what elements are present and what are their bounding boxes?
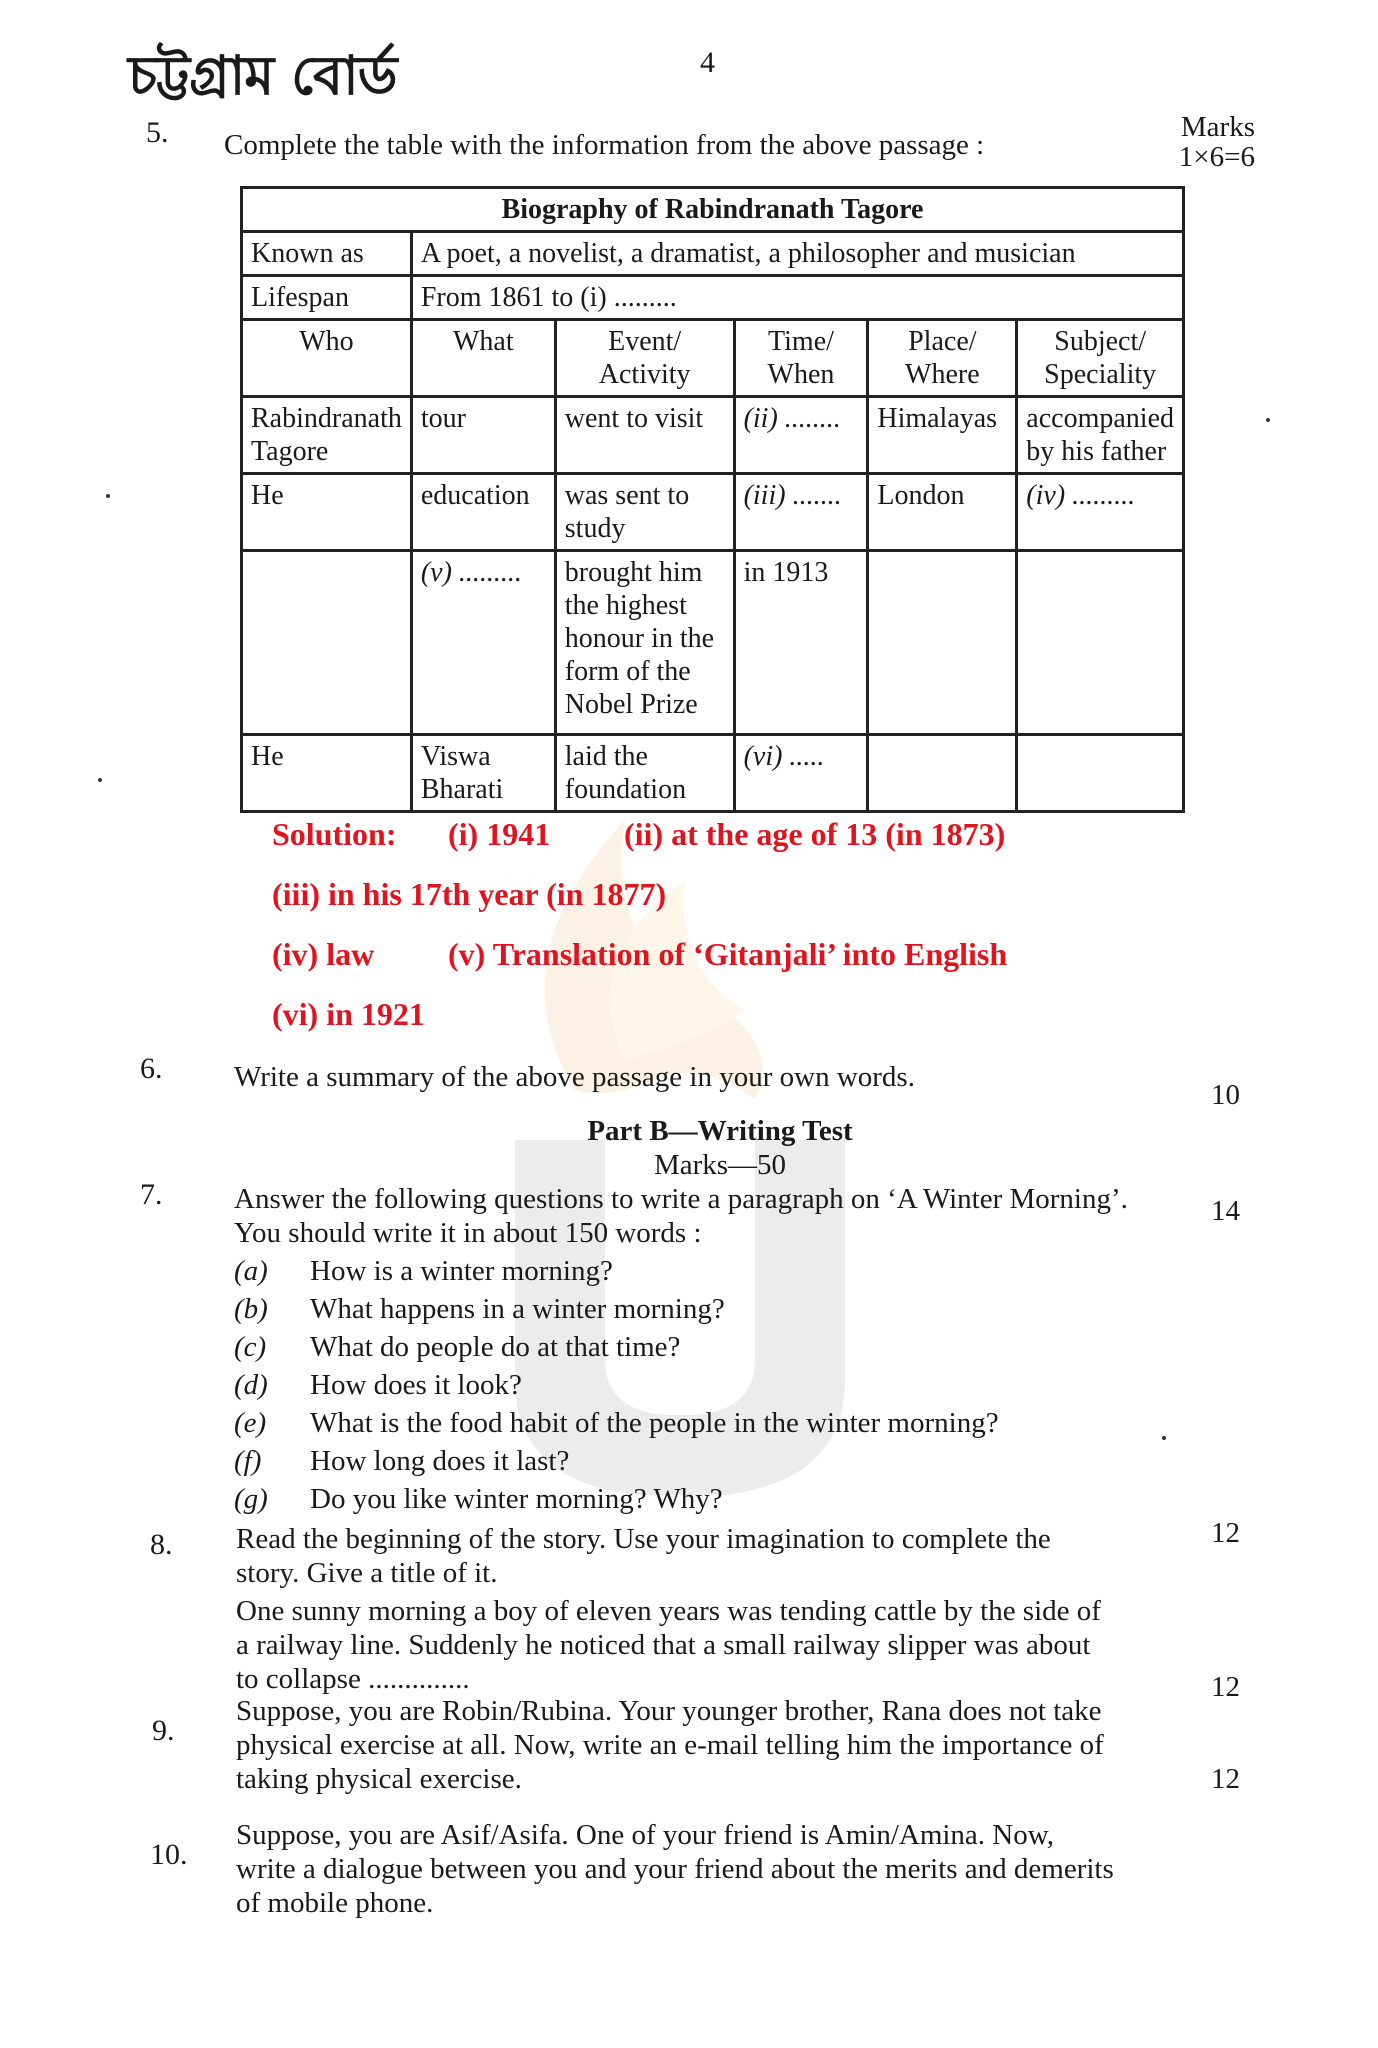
scan-speck — [98, 778, 102, 782]
table-cell — [1017, 551, 1184, 735]
item-label: (f) — [234, 1445, 262, 1477]
list-item — [234, 1480, 1134, 1518]
q5-marks-label: Marks — [1180, 111, 1255, 143]
scan-speck — [1266, 418, 1270, 422]
table-row — [242, 735, 1184, 812]
item-text: What happens in a winter morning? — [310, 1293, 725, 1325]
q8-marks: 12 — [1211, 1517, 1240, 1549]
solution-block — [272, 804, 1272, 1044]
list-item — [234, 1442, 1134, 1480]
item-text: How does it look? — [310, 1369, 522, 1401]
table-cell: Viswa Bharati — [411, 735, 555, 812]
q7-marks: 14 — [1211, 1195, 1240, 1227]
board-title: চট্টগ্রাম বোর্ড — [128, 44, 397, 107]
table-cell: Himalayas — [868, 397, 1017, 474]
known-as-value: A poet, a novelist, a dramatist, a philosopher and musician — [411, 232, 1183, 276]
q7-sub-questions — [234, 1252, 1134, 1518]
table-cell — [868, 735, 1017, 812]
table-cell — [1017, 735, 1184, 812]
table-cell — [868, 551, 1017, 735]
table-row — [242, 474, 1184, 551]
table-cell: brought him the highest honour in the form of the Nobel Prize — [555, 551, 734, 735]
table-header: Event/ Activity — [555, 320, 734, 397]
solution-iii: (iii) in his 17th year (in 1877) — [272, 876, 667, 912]
table-cell: (iii) ....... — [734, 474, 868, 551]
table-cell: laid the foundation — [555, 735, 734, 812]
table-cell: (ii) ........ — [734, 397, 868, 474]
table-cell: He — [242, 735, 412, 812]
table-cell: Rabindranath Tagore — [242, 397, 412, 474]
known-as-label: Known as — [242, 232, 412, 276]
table-cell: went to visit — [555, 397, 734, 474]
item-text: What do people do at that time? — [310, 1331, 681, 1363]
list-item — [234, 1290, 1134, 1328]
solution-i: (i) 1941 — [448, 816, 551, 852]
biography-table — [240, 186, 1185, 813]
q10-text: Suppose, you are Asif/Asifa. One of your friend is Amin/Amina. Now, write a dialogue between you and your friend about the merits and demerits of mobile phone. — [236, 1819, 1114, 1919]
q5-number: 5. — [146, 116, 169, 149]
table-title: Biography of Rabindranath Tagore — [242, 188, 1184, 232]
lifespan-label: Lifespan — [242, 276, 412, 320]
part-b-marks: Marks—50 — [653, 1149, 787, 1181]
item-label: (g) — [234, 1483, 268, 1515]
item-label: (d) — [234, 1369, 268, 1401]
table-header: Who — [242, 320, 412, 397]
table-cell: (v) ......... — [411, 551, 555, 735]
scan-speck — [106, 494, 110, 498]
table-cell: tour — [411, 397, 555, 474]
q6-text: Write a summary of the above passage in your own words. — [234, 1061, 915, 1093]
table-header: Place/ Where — [868, 320, 1017, 397]
table-cell: (iv) ......... — [1017, 474, 1184, 551]
solution-vi: (vi) in 1921 — [272, 996, 425, 1032]
q8-number: 8. — [150, 1528, 173, 1561]
item-label: (e) — [234, 1407, 267, 1439]
table-cell: accompanied by his father — [1017, 397, 1184, 474]
q9-text: Suppose, you are Robin/Rubina. Your younger brother, Rana does not take physical exercise at all. Now, write an e-mail telling him the importance of taking physical exercise. — [236, 1695, 1104, 1795]
q7-text: Answer the following questions to write a paragraph on ‘A Winter Morning’. You should write it in about 150 words : — [234, 1183, 1128, 1249]
q5-marks-value: 1×6=6 — [1178, 141, 1255, 173]
item-text: How long does it last? — [310, 1445, 570, 1477]
table-cell: London — [868, 474, 1017, 551]
table-cell: (vi) ..... — [734, 735, 868, 812]
item-text: What is the food habit of the people in the winter morning? — [310, 1407, 999, 1439]
q10-marks: 12 — [1211, 1763, 1240, 1795]
q7-number: 7. — [140, 1178, 163, 1211]
table-cell: was sent to study — [555, 474, 734, 551]
q5-instruction: Complete the table with the information from the above passage : — [224, 129, 985, 161]
item-label: (c) — [234, 1331, 267, 1363]
page-number: 4 — [700, 46, 715, 79]
scan-speck — [1162, 1436, 1166, 1440]
list-item — [234, 1366, 1134, 1404]
table-cell: in 1913 — [734, 551, 868, 735]
q8-text: Read the beginning of the story. Use your imagination to complete the story. Give a title of it. — [236, 1523, 1051, 1589]
table-cell: He — [242, 474, 412, 551]
table-row — [242, 551, 1184, 735]
table-header: Time/ When — [734, 320, 868, 397]
solution-label: Solution: — [272, 816, 397, 852]
lifespan-value: From 1861 to (i) ......... — [411, 276, 1183, 320]
solution-iv: (iv) law — [272, 936, 375, 972]
part-b-title: Part B—Writing Test — [587, 1115, 853, 1147]
list-item — [234, 1404, 1134, 1442]
item-text: How is a winter morning? — [310, 1255, 613, 1287]
solution-ii: (ii) at the age of 13 (in 1873) — [624, 816, 1006, 852]
solution-v: (v) Translation of ‘Gitanjali’ into English — [448, 936, 1008, 972]
table-cell — [242, 551, 412, 735]
item-label: (b) — [234, 1293, 268, 1325]
list-item — [234, 1252, 1134, 1290]
q9-number: 9. — [152, 1714, 175, 1747]
q6-marks: 10 — [1211, 1079, 1240, 1111]
list-item — [234, 1328, 1134, 1366]
q10-number: 10. — [150, 1838, 188, 1871]
table-row — [242, 397, 1184, 474]
item-label: (a) — [234, 1255, 268, 1287]
item-text: Do you like winter morning? Why? — [310, 1483, 723, 1515]
q8-story: One sunny morning a boy of eleven years was tending cattle by the side of a railway line. Suddenly he noticed that a small railway slipper was about to collapse .............. — [236, 1595, 1101, 1695]
table-cell: education — [411, 474, 555, 551]
table-header: Subject/ Speciality — [1017, 320, 1184, 397]
part-b-heading — [500, 1114, 940, 1182]
q5-marks — [1140, 112, 1255, 172]
q9-marks: 12 — [1211, 1671, 1240, 1703]
q6-number: 6. — [140, 1052, 163, 1085]
table-header: What — [411, 320, 555, 397]
